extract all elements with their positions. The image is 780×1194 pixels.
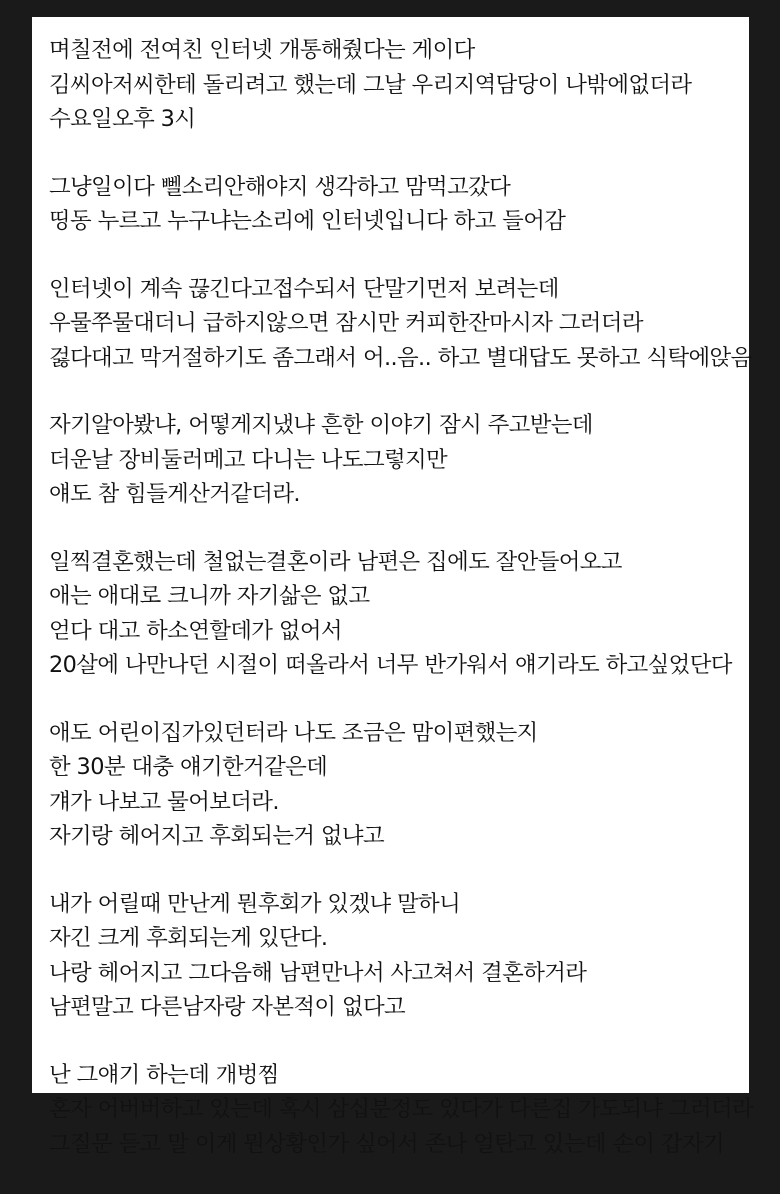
text-line: 남편말고 다른남자랑 자본적이 없다고 [49,994,406,1020]
paragraph [49,887,749,1025]
paragraph [49,170,749,239]
paragraph [49,716,749,854]
paragraph [49,545,749,683]
text-line: 띵동 누르고 누구냐는소리에 인터넷입니다 하고 들어감 [49,208,566,234]
paragraph [49,272,752,376]
text-line: 한 30분 대충 얘기한거같은데 [49,754,328,780]
text-line: 혼자 어버버하고 있는데 혹시 삼십분정도 있다가 다른집 가도되냐 그러더라 [49,1096,754,1122]
post-body [32,17,754,1157]
paragraph [49,1058,754,1162]
text-line: 자기랑 헤어지고 후회되는거 없냐고 [49,823,384,849]
text-line: 얘도 참 힘들게산거같더라. [49,481,300,507]
text-line: 걔가 나보고 물어보더라. [49,788,279,815]
text-line: 20살에 나만나던 시절이 떠올라서 너무 반가워서 얘기라도 하고싶었단다 [49,652,732,678]
text-line: 그질문 듣고 말 이게 뭔상황인가 싶어서 존나 얼탄고 있는데 손이 갑자기 [49,1130,725,1157]
paragraph [49,33,749,137]
text-line: 애도 어린이집가있던터라 나도 조금은 맘이편했는지 [49,719,538,746]
text-line: 자기알아봤냐, 어떻게지냈냐 흔한 이야기 잠시 주고받는데 [49,412,593,438]
text-line: 나랑 헤어지고 그다음해 남편만나서 사고쳐서 결혼하거라 [49,959,587,986]
post-text [49,33,754,1194]
text-line: 내가 어릴때 만난게 뭔후회가 있겠냐 말하니 [49,890,461,917]
text-line: 애는 애대로 크니까 자기삶은 없고 [49,583,370,609]
text-line: 수요일오후 3시 [49,106,196,132]
text-line: 얻다 대고 하소연할데가 없어서 [49,617,342,644]
text-line: 난 그얘기 하는데 개벙찜 [49,1061,279,1088]
text-line: 그냥일이다 뻴소리안해야지 생각하고 맘먹고갔다 [49,173,511,200]
text-line: 며칠전에 전여친 인터넷 개통해줬다는 게이다 [49,37,475,63]
text-line: 인터넷이 계속 끊긴다고접수되서 단말기먼저 보려는데 [49,275,559,302]
text-line: 일찍결혼했는데 철없는결혼이라 남편은 집에도 잘안들어오고 [49,548,622,575]
text-line: 자긴 크게 후회되는게 있단다. [49,925,328,951]
text-line: 우물쭈물대더니 급하지않으면 잠시만 커피한잔마시자 그러더라 [49,310,643,336]
text-line: 김씨아저씨한테 돌리려고 했는데 그날 우리지역담당이 나밖에없더라 [49,71,692,98]
paragraph [49,408,749,512]
text-line: 더운날 장비둘러메고 다니는 나도그렇지만 [49,446,448,473]
text-line: 걿다대고 막거절하기도 좀그래서 어..음.. 하고 별대답도 못하고 식탁에앉음 [49,344,752,371]
